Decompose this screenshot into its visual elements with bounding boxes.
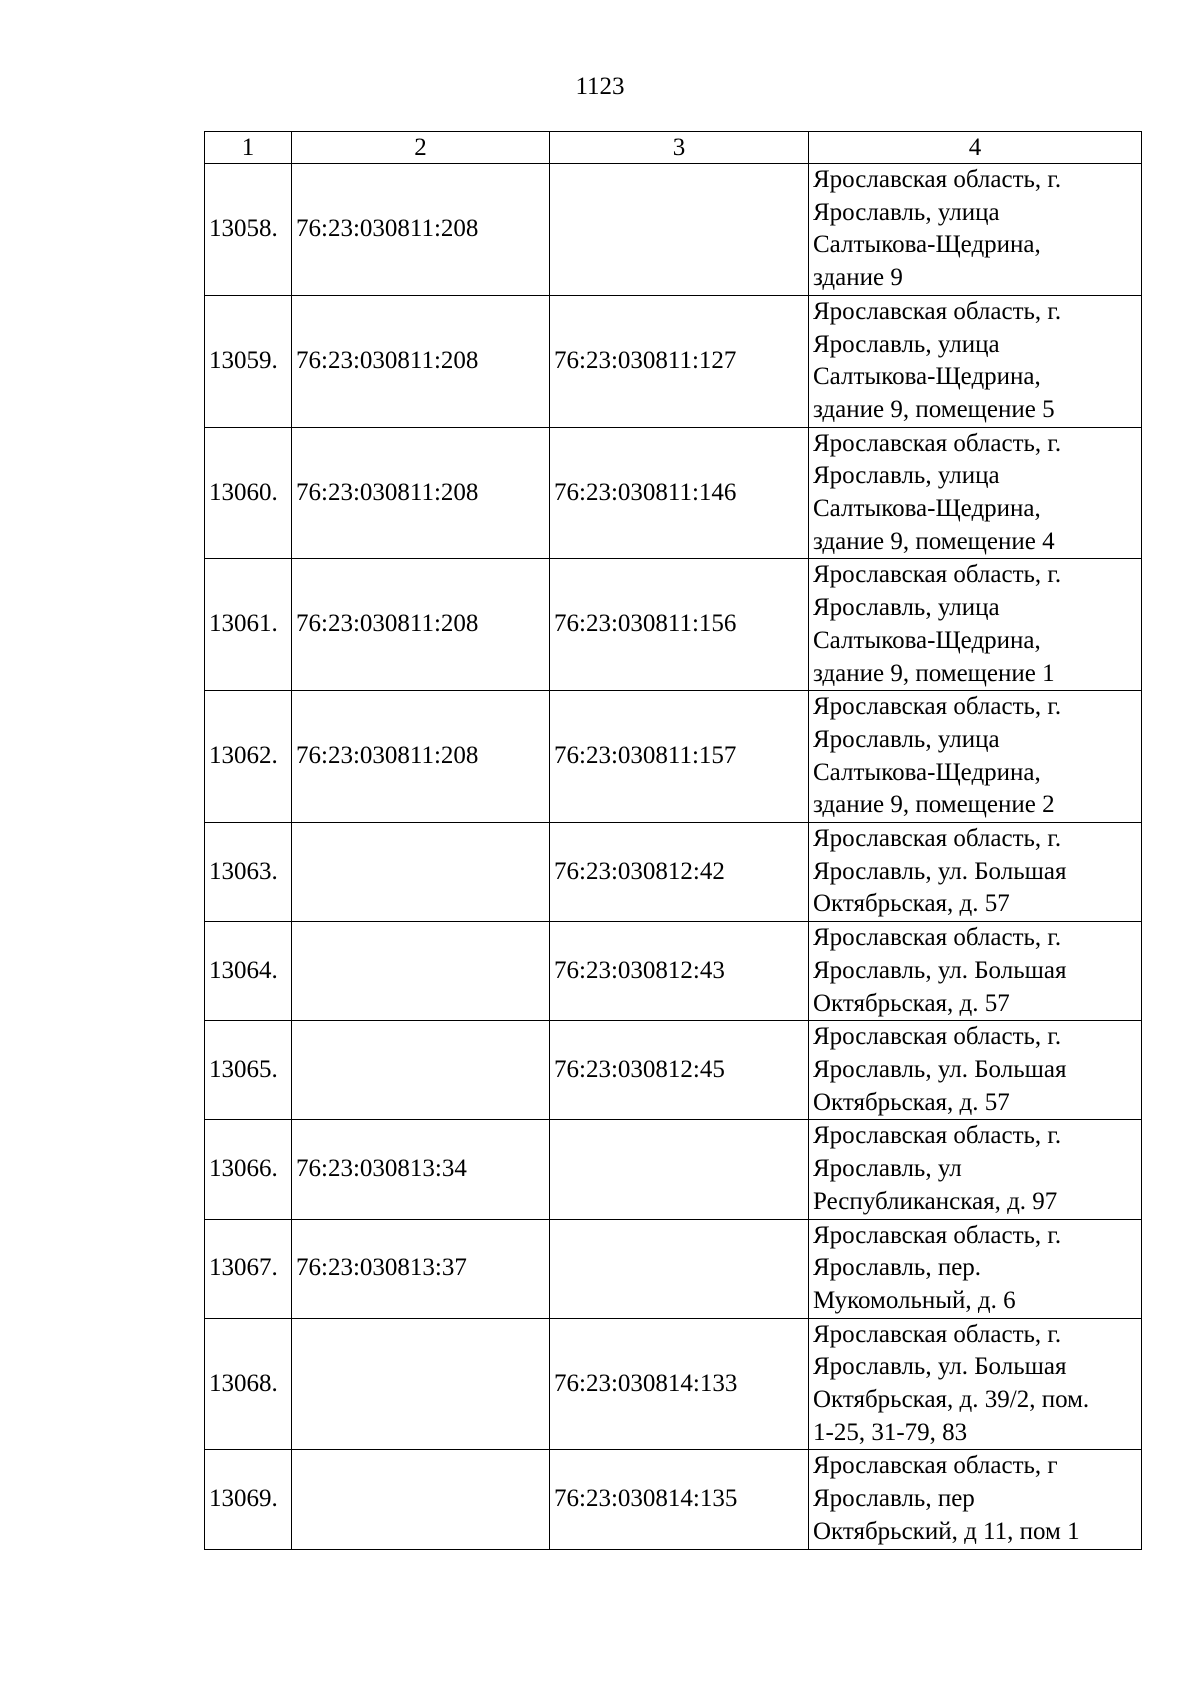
cadastral-number-cell: 76:23:030812:42 <box>550 823 809 922</box>
row-number-cell: 13069. <box>205 1450 292 1549</box>
registry-table <box>204 131 1142 1550</box>
table-row <box>205 1450 1142 1549</box>
cadastral-number-cell: 76:23:030813:34 <box>292 1120 550 1219</box>
cadastral-number-cell: 76:23:030811:156 <box>550 559 809 691</box>
cadastral-number-cell: 76:23:030811:146 <box>550 427 809 559</box>
cadastral-number-cell: 76:23:030814:133 <box>550 1318 809 1450</box>
address-cell: Ярославская область, г. Ярославль, ул. Большая Октябрьская, д. 39/2, пом. 1-25, 31-79, 83 <box>809 1318 1142 1450</box>
column-header-1: 1 <box>205 132 292 164</box>
cadastral-number-cell: 76:23:030811:208 <box>292 559 550 691</box>
table-row <box>205 1021 1142 1120</box>
cadastral-number-cell <box>550 1219 809 1318</box>
address-cell: Ярославская область, г. Ярославль, улица Салтыкова-Щедрина, здание 9, помещение 5 <box>809 295 1142 427</box>
page-number: 1123 <box>575 73 625 100</box>
cadastral-number-cell: 76:23:030812:45 <box>550 1021 809 1120</box>
cadastral-number-cell <box>550 1120 809 1219</box>
column-header-3: 3 <box>550 132 809 164</box>
address-cell: Ярославская область, г. Ярославль, пер. Мукомольный, д. 6 <box>809 1219 1142 1318</box>
cadastral-number-cell <box>292 1450 550 1549</box>
cadastral-number-cell: 76:23:030811:208 <box>292 295 550 427</box>
cadastral-number-cell: 76:23:030813:37 <box>292 1219 550 1318</box>
address-cell: Ярославская область, г. Ярославль, улица Салтыкова-Щедрина, здание 9, помещение 4 <box>809 427 1142 559</box>
table-row <box>205 295 1142 427</box>
row-number-cell: 13063. <box>205 823 292 922</box>
address-cell: Ярославская область, г. Ярославль, улица Салтыкова-Щедрина, здание 9, помещение 1 <box>809 559 1142 691</box>
cadastral-number-cell <box>292 1318 550 1450</box>
row-number-cell: 13058. <box>205 164 292 296</box>
cadastral-number-cell <box>550 164 809 296</box>
cadastral-number-cell: 76:23:030811:208 <box>292 164 550 296</box>
row-number-cell: 13066. <box>205 1120 292 1219</box>
table-row <box>205 1219 1142 1318</box>
row-number-cell: 13061. <box>205 559 292 691</box>
row-number-cell: 13067. <box>205 1219 292 1318</box>
address-cell: Ярославская область, г. Ярославль, ул. Большая Октябрьская, д. 57 <box>809 823 1142 922</box>
table-row <box>205 922 1142 1021</box>
cadastral-number-cell: 76:23:030814:135 <box>550 1450 809 1549</box>
row-number-cell: 13068. <box>205 1318 292 1450</box>
table-header-row <box>205 132 1142 164</box>
row-number-cell: 13062. <box>205 691 292 823</box>
cadastral-number-cell: 76:23:030811:208 <box>292 691 550 823</box>
table-row <box>205 1120 1142 1219</box>
table-row <box>205 823 1142 922</box>
cadastral-number-cell: 76:23:030811:157 <box>550 691 809 823</box>
address-cell: Ярославская область, г. Ярославль, улица Салтыкова-Щедрина, здание 9 <box>809 164 1142 296</box>
column-header-4: 4 <box>809 132 1142 164</box>
row-number-cell: 13065. <box>205 1021 292 1120</box>
row-number-cell: 13059. <box>205 295 292 427</box>
table-row <box>205 691 1142 823</box>
address-cell: Ярославская область, г. Ярославль, ул. Большая Октябрьская, д. 57 <box>809 1021 1142 1120</box>
cadastral-number-cell <box>292 1021 550 1120</box>
column-header-2: 2 <box>292 132 550 164</box>
cadastral-number-cell: 76:23:030812:43 <box>550 922 809 1021</box>
registry-table-body <box>205 132 1142 1550</box>
address-cell: Ярославская область, г. Ярославль, ул Республиканская, д. 97 <box>809 1120 1142 1219</box>
row-number-cell: 13060. <box>205 427 292 559</box>
cadastral-number-cell: 76:23:030811:127 <box>550 295 809 427</box>
table-row <box>205 559 1142 691</box>
row-number-cell: 13064. <box>205 922 292 1021</box>
table-row <box>205 427 1142 559</box>
table-row <box>205 164 1142 296</box>
cadastral-number-cell: 76:23:030811:208 <box>292 427 550 559</box>
address-cell: Ярославская область, г. Ярославль, улица Салтыкова-Щедрина, здание 9, помещение 2 <box>809 691 1142 823</box>
address-cell: Ярославская область, г Ярославль, пер Октябрьский, д 11, пом 1 <box>809 1450 1142 1549</box>
table-row <box>205 1318 1142 1450</box>
cadastral-number-cell <box>292 823 550 922</box>
cadastral-number-cell <box>292 922 550 1021</box>
address-cell: Ярославская область, г. Ярославль, ул. Большая Октябрьская, д. 57 <box>809 922 1142 1021</box>
